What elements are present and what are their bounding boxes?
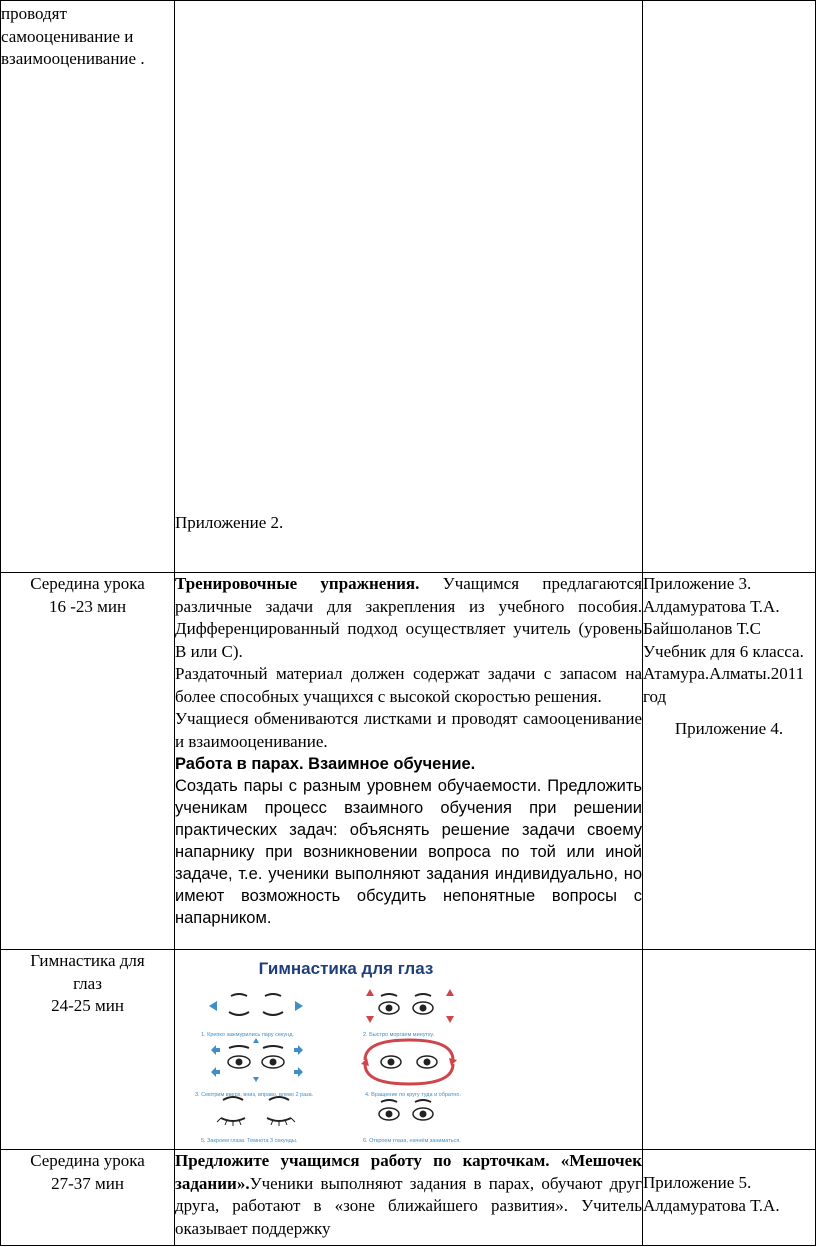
resources-cell — [643, 950, 816, 1150]
resource-line: Алдамуратова Т.А. — [643, 596, 780, 616]
exercise-text: Учащимся предлагаются различные задачи для закрепления из учебного пособия. Дифференцированный подход осуществляет учитель (уровень В или С). — [175, 574, 642, 661]
image-title: Гимнастика для глаз — [258, 959, 434, 978]
stage-text: проводят самооценивание и взаимооценивание . — [1, 4, 145, 68]
table-row — [1, 573, 816, 950]
eye-exercise-2 — [363, 989, 454, 1038]
exercise-caption: 2. Быстро моргаем минутку. — [363, 1032, 435, 1038]
stage-cell — [1, 1, 175, 573]
resource-line: Учебник для 6 класса. — [643, 641, 804, 661]
resource-line: Приложение 4. — [674, 719, 784, 738]
card-task-title: Предложите учащимся работу по карточкам. «Мешочек задании». — [175, 1151, 642, 1193]
stage-label: Середина урока — [30, 574, 145, 593]
eye-exercise-1 — [201, 994, 303, 1038]
stage-cell — [1, 950, 175, 1150]
stage-time: 24-25 мин — [51, 996, 124, 1015]
pair-work-text: Создать пары с разным уровнем обучаемости. Предложить ученикам процесс взаимного обучения при решении практических задач: объяснять решение задачи своему напарнику при возникновении вопроса по той или иной задаче, т.е. ученики выполняют задания индивидуально, но имеют возможность обсудить непонятные вопросы с напарником. — [175, 777, 642, 927]
resource-line: Алдамуратова Т.А. — [643, 1195, 780, 1215]
pair-work-title: Работа в парах. Взаимное обучение. — [175, 755, 476, 773]
stage-label: Гимнастика для глаз — [30, 951, 145, 993]
eye-exercise-4 — [361, 1040, 461, 1098]
table-row — [1, 1150, 816, 1246]
exercise-caption: 4. Вращение по кругу туда и обратно. — [365, 1092, 462, 1098]
content-cell — [175, 950, 643, 1150]
stage-time: 27-37 мин — [51, 1173, 124, 1193]
resource-line: Приложение 3. — [643, 574, 752, 593]
card-task-text: Ученики выполняют задания в парах, обучают друг друга, работают в «зоне ближайшего развития». Учитель оказывает поддержку — [175, 1173, 642, 1238]
content-cell — [175, 1150, 643, 1246]
eye-exercise-3 — [195, 1038, 314, 1098]
exchange-text: Учащиеся обмениваются листками и проводят самооценивание и взаимооценивание. — [175, 709, 642, 751]
table-row — [1, 950, 816, 1150]
exercise-caption: 1. Крепко зажмурились пару секунд. — [201, 1032, 294, 1038]
stage-label: Середина урока — [30, 1151, 145, 1170]
resource-line: Байшоланов Т.С — [643, 619, 761, 638]
exercise-title: Тренировочные упражнения. — [175, 574, 420, 593]
resource-line: Атамура.Алматы.2011 год — [643, 664, 805, 706]
exercise-caption: 6. Откроем глаза, начнём заниматься. — [363, 1138, 461, 1144]
resource-line: Приложение 5. — [643, 1173, 752, 1192]
handout-text: Раздаточный материал должен содержат задачи с запасом на более способных учащихся с высокой скоростью решения. — [175, 664, 642, 706]
resources-cell — [643, 1, 816, 573]
content-cell — [175, 1, 643, 573]
content-cell — [175, 573, 643, 950]
eye-exercise-6 — [363, 1100, 461, 1144]
resources-cell — [643, 1150, 816, 1246]
stage-time: 16 -23 мин — [48, 596, 127, 616]
appendix-label: Приложение 2. — [175, 513, 284, 532]
resources-cell — [643, 573, 816, 950]
stage-cell — [1, 573, 175, 950]
eye-gymnastics-image — [181, 952, 511, 1144]
exercise-caption: 3. Смотрим вверх, вниз, вправо, влево 2 раза. — [195, 1092, 314, 1098]
exercise-caption: 5. Закроем глаза. Темнота 3 секунды. — [201, 1138, 298, 1144]
eye-exercise-5 — [201, 1097, 298, 1144]
stage-cell — [1, 1150, 175, 1246]
table-row — [1, 1, 816, 573]
